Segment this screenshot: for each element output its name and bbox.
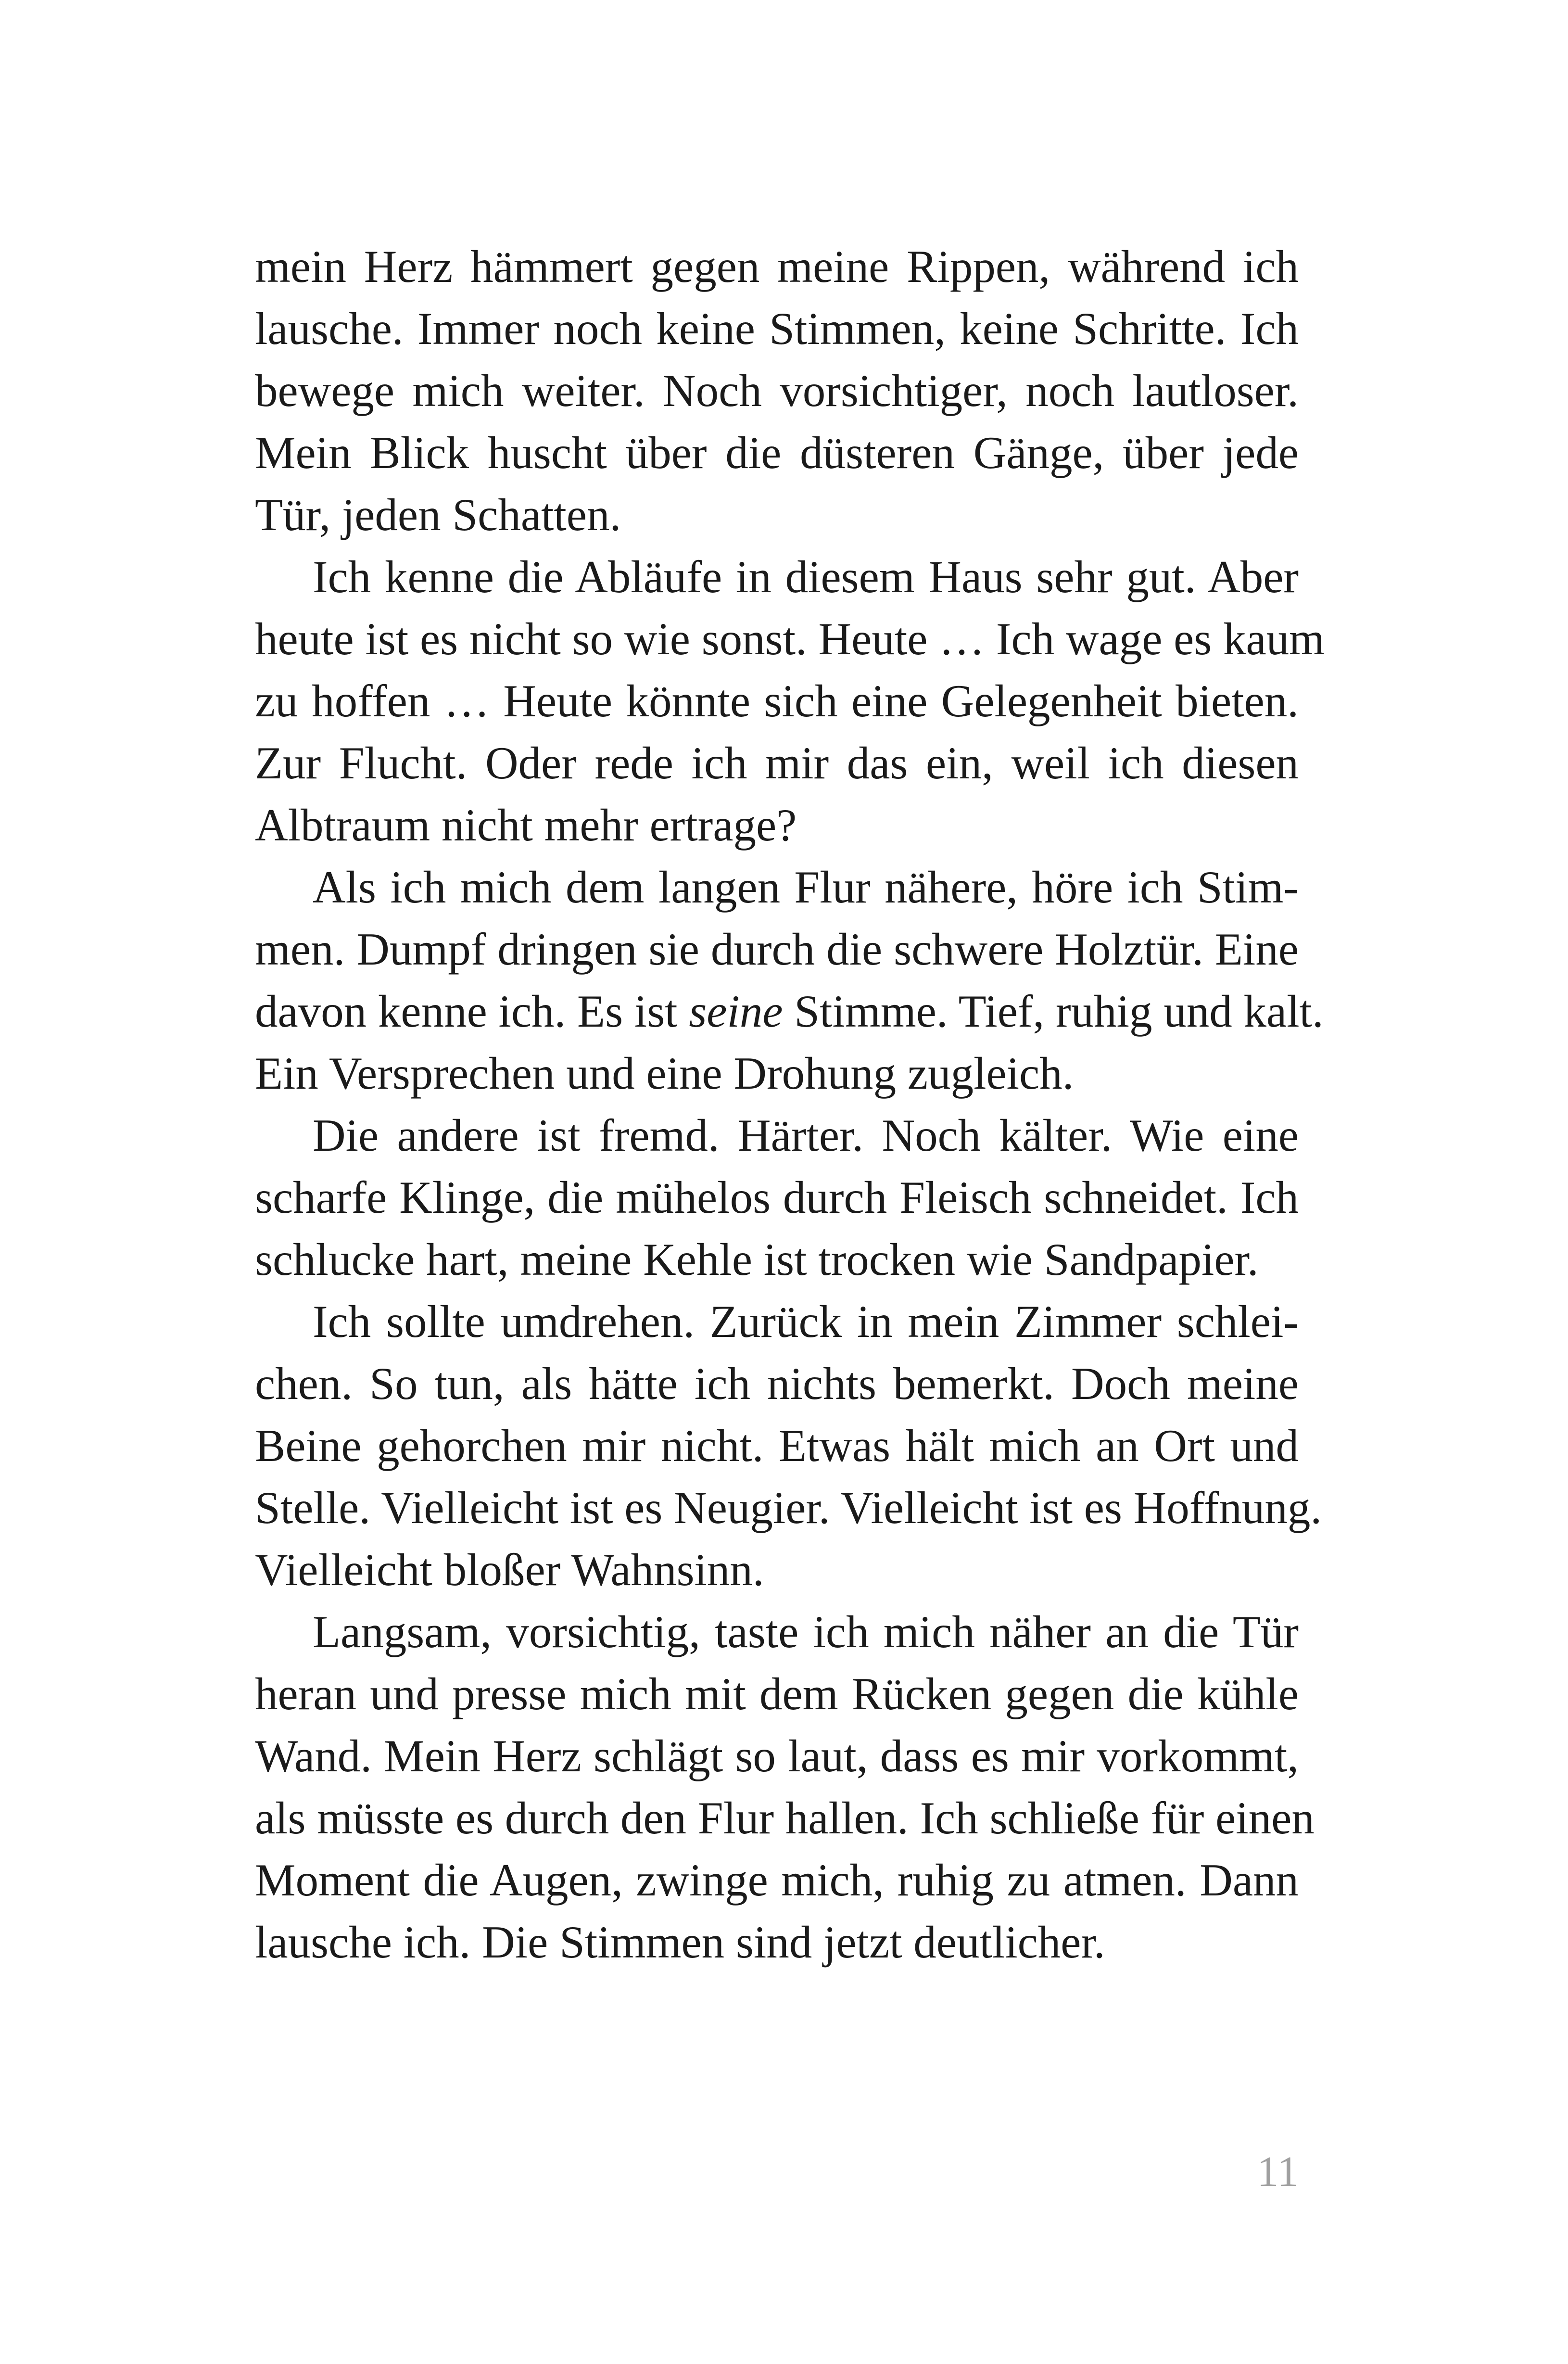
paragraph [255, 856, 1324, 1105]
text-line: lausche ich. Die Stimmen sind jetzt deutlicher. [255, 1917, 1105, 1968]
text-line: Moment die Augen, zwinge mich, ruhig zu atmen. Dann [255, 1855, 1299, 1906]
paragraph [255, 236, 1299, 546]
text-line: schlucke hart, meine Kehle ist trocken wie Sandpapier. [255, 1234, 1259, 1285]
paragraph [255, 546, 1325, 856]
text-line: Stelle. Vielleicht ist es Neugier. Vielleicht ist es Hoffnung. [255, 1482, 1322, 1533]
text-line: heute ist es nicht so wie sonst. Heute … Ich wage es kaum [255, 613, 1325, 664]
text-line: bewege mich weiter. Noch vorsichtiger, noch lautloser. [255, 365, 1299, 416]
text-line: Ich kenne die Abläufe in diesem Haus sehr gut. Aber [313, 551, 1299, 602]
text-line: lausche. Immer noch keine Stimmen, keine Schritte. Ich [255, 303, 1299, 354]
text-line: Langsam, vorsichtig, taste ich mich näher an die Tür [313, 1606, 1299, 1657]
paragraph [255, 1105, 1299, 1291]
text-line: Wand. Mein Herz schlägt so laut, dass es mir vorkommt, [255, 1730, 1299, 1781]
text-line: als müsste es durch den Flur hallen. Ich schließe für einen [255, 1792, 1315, 1843]
text-line: Albtraum nicht mehr ertrage? [255, 800, 797, 851]
page-number: 11 [1257, 2148, 1299, 2196]
text-line: Zur Flucht. Oder rede ich mir das ein, weil ich diesen [255, 737, 1299, 788]
paragraph [255, 1601, 1315, 1973]
text-line: Ich sollte umdrehen. Zurück in mein Zimmer schlei- [313, 1296, 1299, 1347]
italic-emphasis: seine [689, 986, 783, 1037]
text-line: Mein Blick huscht über die düsteren Gänge, über jede [255, 427, 1299, 478]
body-text [255, 236, 1325, 1973]
text-line: Die andere ist fremd. Härter. Noch kälter. Wie eine [313, 1110, 1299, 1161]
text-line: heran und presse mich mit dem Rücken gegen die kühle [255, 1668, 1299, 1719]
text-line: scharfe Klinge, die mühelos durch Fleisch schneidet. Ich [255, 1172, 1299, 1223]
text-line: chen. So tun, als hätte ich nichts bemerkt. Doch meine [255, 1358, 1299, 1409]
text-line: Als ich mich dem langen Flur nähere, höre ich Stim- [313, 862, 1299, 913]
text-line: zu hoffen … Heute könnte sich eine Gelegenheit bieten. [255, 675, 1299, 726]
text-line: Tür, jeden Schatten. [255, 489, 621, 540]
text-line: Beine gehorchen mir nicht. Etwas hält mich an Ort und [255, 1420, 1299, 1471]
text-line: davon kenne ich. Es ist seine Stimme. Tief, ruhig und kalt. [255, 986, 1324, 1037]
text-line: mein Herz hämmert gegen meine Rippen, während ich [255, 241, 1299, 292]
paragraph [255, 1291, 1322, 1601]
text-line: men. Dumpf dringen sie durch die schwere Holztür. Eine [255, 924, 1299, 975]
text-line: Vielleicht bloßer Wahnsinn. [255, 1544, 764, 1595]
text-line: Ein Versprechen und eine Drohung zugleich. [255, 1048, 1074, 1099]
